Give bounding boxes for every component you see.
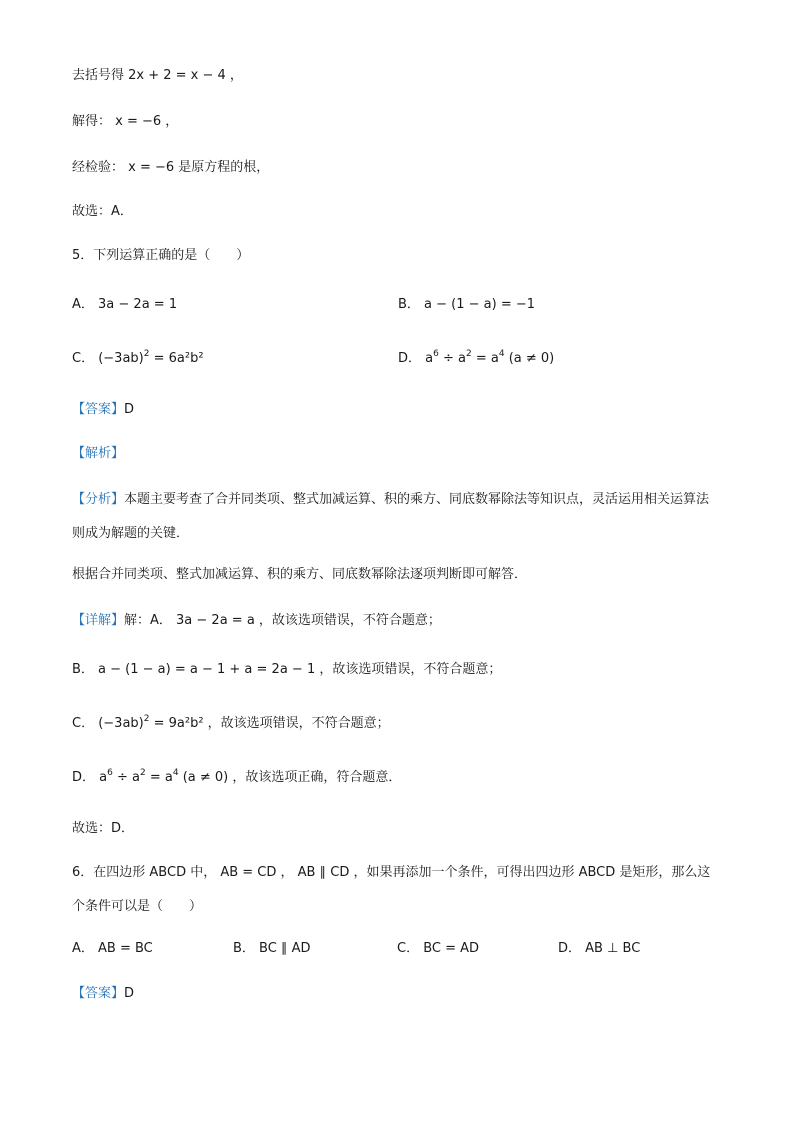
q5-option-d-post: (a ≠ 0) bbox=[504, 351, 555, 366]
q5-option-c-post: = 6a²b² bbox=[149, 351, 204, 366]
q5-option-d-mid2: = a bbox=[471, 351, 499, 366]
analysis-tag: 【解析】 bbox=[72, 446, 125, 461]
detail-a-text: 解：A． 3a − 2a = a ，故该选项错误，不符合题意； bbox=[124, 613, 441, 628]
q5-choose: 故选：D． bbox=[72, 821, 135, 836]
q5-basis: 根据合并同类项、整式加减运算、积的乘方、同底数幂除法逐项判断即可解答． bbox=[72, 567, 528, 582]
detail-d-exp3: 4 bbox=[172, 768, 179, 778]
detail-c-post: = 9a²b² ，故该选项错误，不符合题意； bbox=[149, 716, 390, 731]
detail-tag: 【详解】 bbox=[72, 613, 125, 628]
q5-option-d bbox=[398, 350, 554, 368]
q5-detail-c bbox=[72, 715, 390, 733]
q5-detail-b: B． a − (1 − a) = a − 1 + a = 2a − 1 ，故该选项错误，不符合题意； bbox=[72, 662, 502, 677]
q5-answer bbox=[72, 401, 134, 419]
intro-line-3: 经检验： x = −6 是原方程的根， bbox=[72, 160, 270, 175]
q6-option-d: D． AB ⊥ BC bbox=[558, 941, 641, 956]
q6-answer bbox=[72, 985, 134, 1003]
answer-tag: 【答案】 bbox=[72, 402, 125, 417]
intro-line-4: 故选：A． bbox=[72, 204, 133, 219]
q6-option-c: C． BC = AD bbox=[397, 941, 480, 956]
q6-answer-value: D bbox=[124, 986, 135, 1001]
detail-d-mid2: = a bbox=[145, 770, 173, 785]
detail-d-pre: D． a bbox=[72, 770, 108, 785]
q6-option-b: B． BC ∥ AD bbox=[233, 941, 311, 956]
q5-option-c bbox=[72, 350, 204, 368]
q5-detail-d bbox=[72, 769, 401, 787]
q5-option-a: A． 3a − 2a = 1 bbox=[72, 297, 178, 312]
q5-stem: 5．下列运算正确的是（ ） bbox=[72, 248, 250, 263]
q5-option-d-exp2: 2 bbox=[465, 349, 472, 359]
q5-option-c-exp: 2 bbox=[143, 349, 150, 359]
q6-option-a: A． AB = BC bbox=[72, 941, 153, 956]
q6-stem: 6．在四边形 ABCD 中， AB = CD ， AB ∥ CD ，如果再添加一个条件，可得出四边形 ABCD 是矩形，那么这个条件可以是（ ） bbox=[72, 865, 711, 914]
q5-option-d-exp1: 6 bbox=[433, 349, 439, 359]
detail-d-exp1: 6 bbox=[107, 768, 113, 778]
detail-d-mid: ÷ a bbox=[112, 770, 140, 785]
intro-line-2: 解得： x = −6 ， bbox=[72, 114, 179, 129]
q6-answer-tag: 【答案】 bbox=[72, 986, 125, 1001]
fenxi-tag: 【分析】 bbox=[72, 492, 125, 507]
q5-option-d-pre: D． a bbox=[398, 351, 434, 366]
detail-c-pre: C． (−3ab) bbox=[72, 716, 144, 731]
answer-value: D bbox=[124, 402, 135, 417]
q5-detail-a bbox=[72, 612, 441, 630]
q5-option-b: B． a − (1 − a) = −1 bbox=[398, 297, 536, 312]
q5-option-d-mid: ÷ a bbox=[438, 351, 466, 366]
detail-c-exp: 2 bbox=[143, 714, 150, 724]
intro-line-1: 去括号得 2x + 2 = x − 4 ， bbox=[72, 68, 243, 83]
fenxi-text: 本题主要考查了合并同类项、整式加减运算、积的乘方、同底数幂除法等知识点，灵活运用相关运算法则成为解题的关键． bbox=[72, 492, 710, 541]
detail-d-exp2: 2 bbox=[139, 768, 146, 778]
q5-option-d-exp3: 4 bbox=[498, 349, 505, 359]
detail-d-post: (a ≠ 0) ，故该选项正确，符合题意． bbox=[178, 770, 402, 785]
q5-fenxi bbox=[72, 483, 722, 551]
q5-option-c-pre: C． (−3ab) bbox=[72, 351, 144, 366]
